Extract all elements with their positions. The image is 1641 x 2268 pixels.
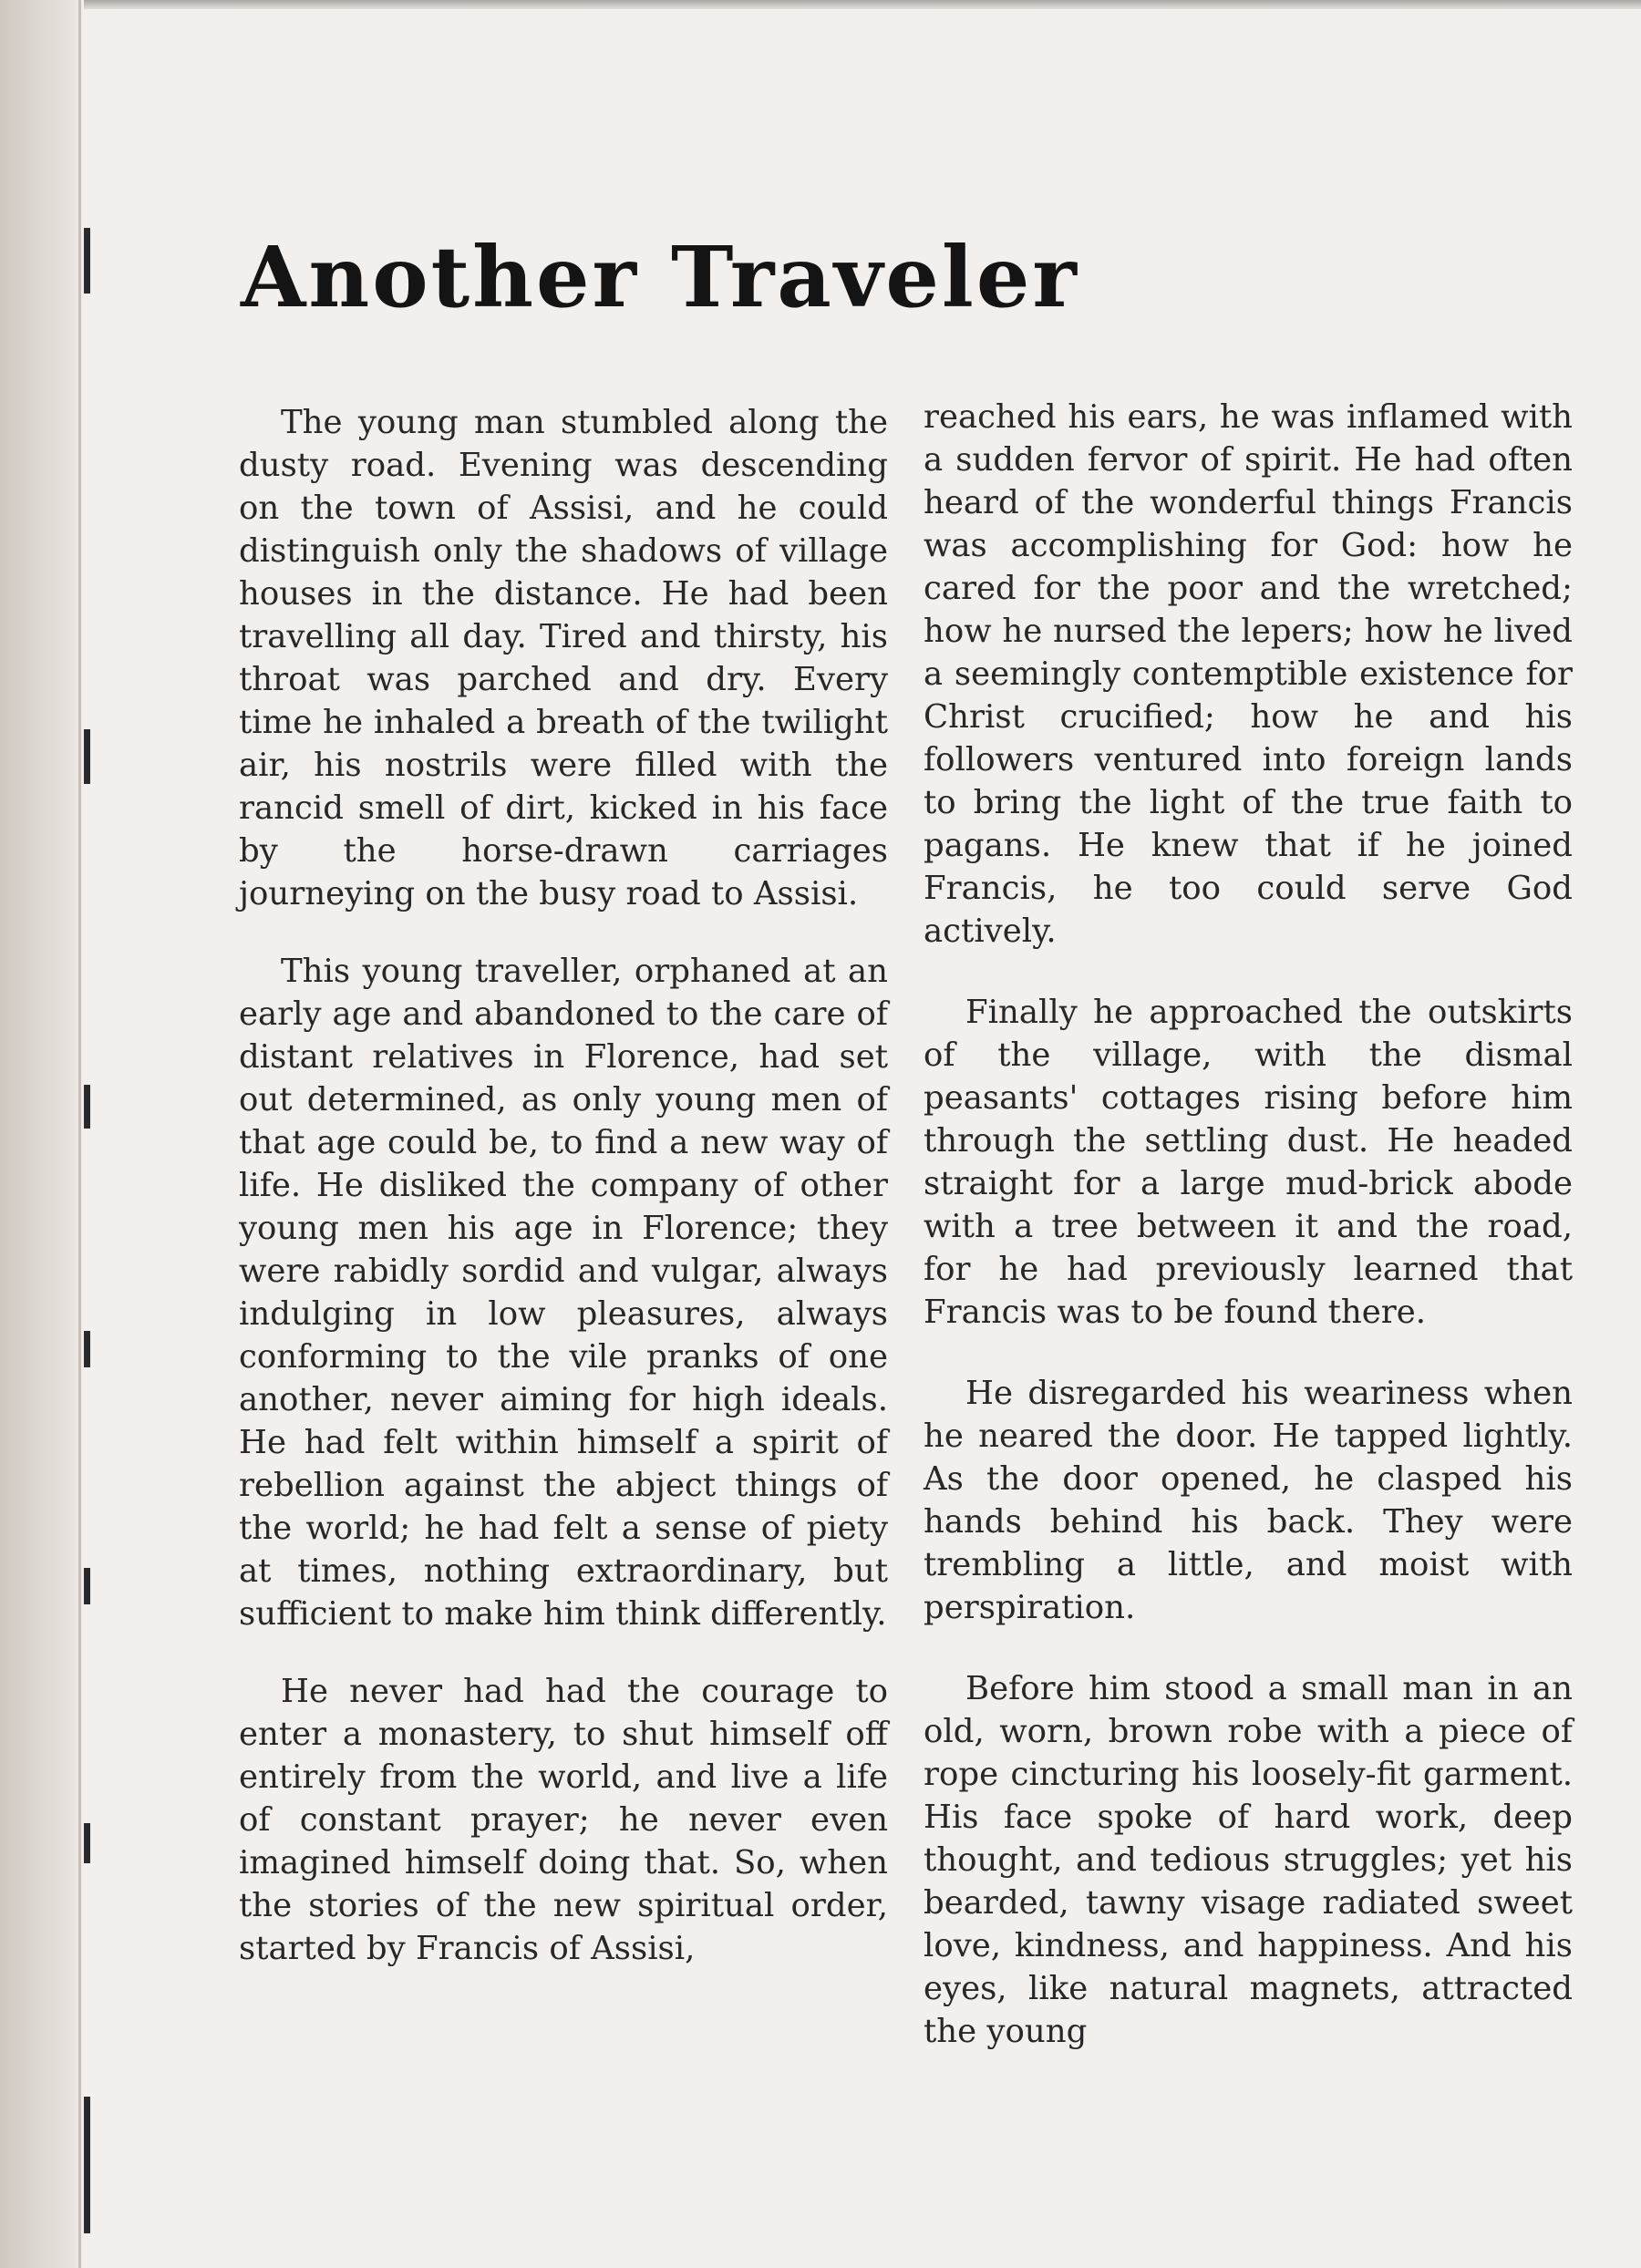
- article-title: Another Traveler: [241, 228, 1079, 326]
- paragraph: He never had had the courage to enter a monastery, to shut himself off entirely from the world, and live a life of constant prayer; he never even imagined himself doing that. So, when the stories of the new spiritual order, started by Francis of Assisi,: [239, 1673, 888, 1967]
- binding-mark: [84, 1085, 90, 1129]
- binding-mark: [84, 1568, 90, 1604]
- binding-mark: [84, 228, 90, 294]
- binding-edge-line: [78, 0, 81, 2268]
- paragraph: Before him stood a small man in an old, worn, brown robe with a piece of rope cincturing his loosely-fit garment. His face spoke of hard work, deep thought, and tedious struggles; yet his bearded, tawny visage radiated sweet love, kindness, and happiness. And his eyes, like natural magnets, attracted the young: [924, 1670, 1573, 2050]
- paragraph: The young man stumbled along the dusty road. Evening was descending on the town of Assisi, and he could distinguish only the shadows of village houses in the distance. He had been travelling all day. Tired and thirsty, his throat was parched and dry. Every time he inhaled a breath of the twilight air, his nostrils were filled with the rancid smell of dirt, kicked in his face by the horse-drawn carriages journeying on the busy road to Assisi.: [239, 404, 888, 912]
- binding-mark: [84, 1823, 90, 1863]
- page-top-edge: [0, 0, 1641, 9]
- right-column: [924, 396, 1573, 2091]
- binding-mark: [84, 1331, 90, 1367]
- paragraph: He disregarded his weariness when he neared the door. He tapped lightly. As the door opened, he clasped his hands behind his back. They were trembling a little, and moist with perspiration.: [924, 1375, 1573, 1626]
- paragraph: This young traveller, orphaned at an early age and abandoned to the care of distant relatives in Florence, had set out determined, as only young men of that age could be, to find a new way of life. He disliked the company of other young men his age in Florence; they were rabidly sordid and vulgar, always indulging in low pleasures, always conforming to the vile pranks of one another, never aiming for high ideals. He had felt within himself a spirit of rebellion against the abject things of the world; he had felt a sense of piety at times, nothing extraordinary, but sufficient to make him think differently.: [239, 953, 888, 1633]
- left-column: [239, 401, 888, 2005]
- paragraph-continued: reached his ears, he was inflamed with a sudden fervor of spirit. He had often heard of the wonderful things Francis was accomplishing for God: how he cared for the poor and the wretched; how he nursed the lepers; how he lived a seemingly contemptible existence for Christ crucified; how he and his followers ventured into foreign lands to bring the light of the true faith to pagans. He knew that if he joined Francis, he too could serve God actively.: [924, 398, 1573, 950]
- binding-mark: [84, 2097, 90, 2233]
- paragraph: Finally he approached the outskirts of the village, with the dismal peasants' cottages rising before him through the settling dust. He headed straight for a large mud-brick abode with a tree between it and the road, for he had previously learned that Francis was to be found there.: [924, 994, 1573, 1331]
- binding-mark: [84, 729, 90, 784]
- page-binding: [0, 0, 84, 2268]
